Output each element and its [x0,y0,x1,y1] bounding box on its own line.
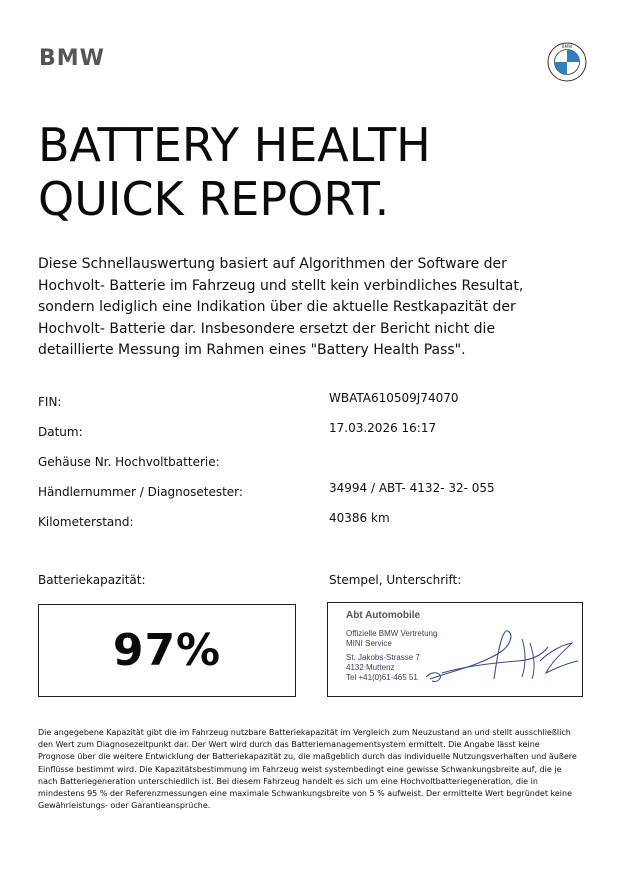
bmw-roundel-icon [547,42,587,82]
stamp-line-1: Offizielle BMW Vertretung [346,629,438,638]
stamp-line-3: St. Jakobs-Strasse 7 [346,653,420,662]
svg-text:BMW: BMW [561,44,573,50]
stamp-company: Abt Automobile [346,610,421,621]
dealer-number-value: 34994 / ABT- 4132- 32- 055 [329,481,495,495]
report-title [38,118,431,226]
intro-paragraph: Diese Schnellauswertung basiert auf Algorithmen der Software der Hochvolt- Batterie im Fahrzeug und stellt kein verbindliches Resultat, sondern lediglich eine Indikation über die aktuelle Restkapazität der Hochvolt- Batterie dar. Insbesondere ersetzt der Bericht nicht die detaillierte Messung im Rahmen eines "Battery Health Pass". [38,256,524,358]
mileage-label: Kilometerstand: [38,515,134,529]
date-label: Datum: [38,425,83,439]
brand-wordmark: BMW [39,46,105,71]
title-line-1: BATTERY HEALTH [38,118,431,172]
mileage-value: 40386 km [329,511,390,525]
fin-value: WBATA610509J74070 [329,391,459,405]
stamp-line-2: MINI Service [346,639,392,648]
handwritten-signature [422,621,582,691]
capacity-box [38,604,296,697]
stamp-line-4: 4132 Muttenz [346,663,395,672]
stamp-signature-box [327,602,583,697]
battery-housing-label: Gehäuse Nr. Hochvoltbatterie: [38,455,220,469]
title-line-2: QUICK REPORT. [38,172,390,226]
stamp-line-5: Tel +41(0)61-465 51 [346,673,418,682]
dealer-number-label: Händlernummer / Diagnosetester: [38,485,243,499]
capacity-label: Batteriekapazität: [38,573,146,587]
date-value: 17.03.2026 16:17 [329,421,437,435]
capacity-value: 97% [112,625,222,676]
fin-label: FIN: [38,395,62,409]
stamp-label: Stempel, Unterschrift: [329,573,462,587]
disclaimer-text: Die angegebene Kapazität gibt die im Fahrzeug nutzbare Batteriekapazität im Vergleich zum Neuzustand an und stellt ausschließlich den Wert zum Diagnosezeitpunkt dar. Der Wert wird durch das Batteriemanagementsystem ermittelt. Die Angabe lässt keine Prognose über die weitere Entwicklung der Batteriekapazität zu, die maßgeblich durch das individuelle Nutzungsverhalten und äußere Einflüsse bestimmt wird. Die Kapazitätsbestimmung im Fahrzeug weist systembedingt eine gewisse Schwankungsbreite auf, die je nach Batteriegeneration unterschiedlich ist. Bei diesem Fahrzeug handelt es sich um eine Hochvoltbatteriegeneration, die in mindestens 95 % der Referenzmessungen eine maximale Schwankungsbreite von 5 % aufweist. Der ermittelte Wert begründet keine Gewährleistungs- oder Garantieansprüche. [38,728,577,811]
